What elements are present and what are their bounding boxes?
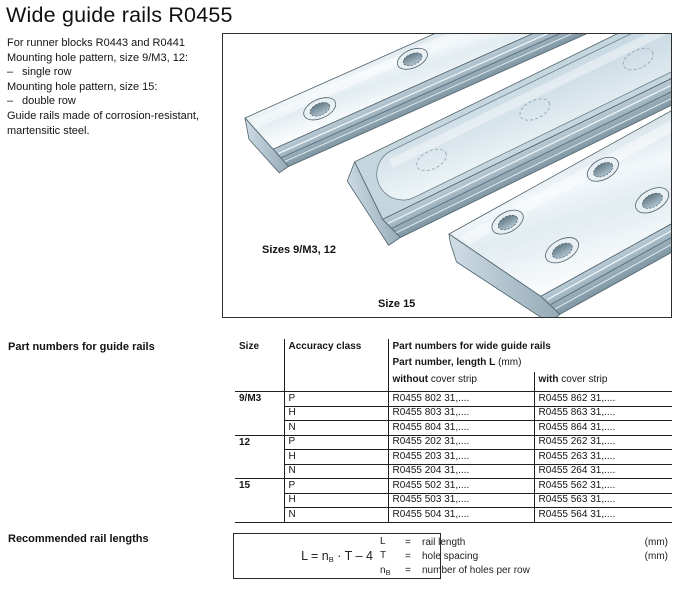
accuracy-cell: H xyxy=(284,450,388,465)
col-header-size: Size xyxy=(239,341,260,352)
part-number-without: R0455 504 31,.... xyxy=(388,508,534,523)
col-header-part-numbers: Part numbers for wide guide rails xyxy=(388,339,672,355)
intro-text xyxy=(7,36,227,138)
header-rest: cover strip xyxy=(428,374,477,385)
table-row xyxy=(235,464,672,479)
table-row xyxy=(235,450,672,465)
figure-label-sizes-9-12: Sizes 9/M3, 12 xyxy=(262,244,336,256)
intro-line-text: For runner blocks R0443 and R0441 xyxy=(7,37,185,49)
part-number-without: R0455 803 31,.... xyxy=(388,406,534,421)
guide-rails-illustration xyxy=(223,34,671,317)
legend-symbol xyxy=(380,536,405,548)
accuracy-cell: H xyxy=(284,493,388,508)
part-number-without: R0455 503 31,.... xyxy=(388,493,534,508)
accuracy-cell: H xyxy=(284,406,388,421)
intro-line xyxy=(7,36,227,51)
table-row xyxy=(235,406,672,421)
part-number-without: R0455 804 31,.... xyxy=(388,421,534,436)
table-row xyxy=(235,435,672,450)
header-unit: (mm) xyxy=(495,357,522,368)
accuracy-cell: N xyxy=(284,508,388,523)
legend-description: rail length xyxy=(422,536,466,548)
bullet-dash: – xyxy=(7,95,14,108)
formula-lead: L = n xyxy=(301,548,329,563)
table-row xyxy=(235,479,672,494)
formula-legend xyxy=(380,535,668,578)
legend-description: number of holes per row xyxy=(422,565,530,577)
col-header-part-number-length xyxy=(388,355,672,372)
legend-description: hole spacing xyxy=(422,550,479,562)
intro-line xyxy=(7,80,227,95)
table-row xyxy=(235,508,672,523)
part-number-with: R0455 562 31,.... xyxy=(534,479,672,494)
page-title: Wide guide rails R0455 xyxy=(6,3,233,27)
part-number-with: R0455 863 31,.... xyxy=(534,406,672,421)
part-number-with: R0455 563 31,.... xyxy=(534,493,672,508)
table-row xyxy=(235,493,672,508)
formula-subscript: B xyxy=(328,554,334,564)
size-cell: 15 xyxy=(235,479,284,523)
legend-unit: (mm) xyxy=(644,536,668,548)
legend-symbol xyxy=(380,550,405,562)
part-number-with: R0455 262 31,.... xyxy=(534,435,672,450)
intro-line-text: single row xyxy=(22,66,72,79)
part-number-without: R0455 204 31,.... xyxy=(388,464,534,479)
intro-line xyxy=(7,124,227,139)
intro-line xyxy=(7,51,227,66)
header-bold: with xyxy=(538,374,559,385)
intro-line xyxy=(7,65,227,80)
part-number-without: R0455 502 31,.... xyxy=(388,479,534,494)
accuracy-cell: P xyxy=(284,392,388,407)
part-number-without: R0455 802 31,.... xyxy=(388,392,534,407)
equals-sign: = xyxy=(405,565,411,577)
part-number-without: R0455 203 31,.... xyxy=(388,450,534,465)
part-number-without: R0455 202 31,.... xyxy=(388,435,534,450)
header-rest: cover strip xyxy=(558,374,608,385)
section-heading-part-numbers: Part numbers for guide rails xyxy=(8,341,155,353)
col-header-without-cover-strip xyxy=(388,372,534,392)
table-row xyxy=(235,421,672,436)
part-number-with: R0455 263 31,.... xyxy=(534,450,672,465)
size-cell: 12 xyxy=(235,435,284,479)
legend-row xyxy=(380,549,668,563)
legend-symbol xyxy=(380,565,405,577)
accuracy-cell: P xyxy=(284,435,388,450)
part-number-with: R0455 864 31,.... xyxy=(534,421,672,436)
legend-row xyxy=(380,564,668,578)
symbol-sub: B xyxy=(385,567,391,577)
col-header-with-cover-strip xyxy=(534,372,672,392)
intro-line-text: double row xyxy=(22,95,76,108)
formula-text xyxy=(301,549,373,564)
table-header-row xyxy=(235,339,672,355)
intro-line-text: Mounting hole pattern, size 15: xyxy=(7,80,158,93)
accuracy-cell: P xyxy=(284,479,388,494)
part-number-with: R0455 564 31,.... xyxy=(534,508,672,523)
equals-sign: = xyxy=(405,536,411,548)
symbol: n xyxy=(380,564,386,576)
bullet-dash: – xyxy=(7,66,14,79)
header-bold: without xyxy=(392,374,429,385)
legend-row xyxy=(380,535,668,549)
section-heading-recommended-lengths: Recommended rail lengths xyxy=(8,533,149,545)
intro-line xyxy=(7,109,227,124)
formula-tail: · T – 4 xyxy=(333,548,373,563)
accuracy-cell: N xyxy=(284,464,388,479)
symbol: T xyxy=(380,550,387,562)
accuracy-cell: N xyxy=(284,421,388,436)
part-number-with: R0455 264 31,.... xyxy=(534,464,672,479)
col-header-accuracy-class: Accuracy class xyxy=(284,339,388,392)
part-number-with: R0455 862 31,.... xyxy=(534,392,672,407)
intro-line-text: martensitic steel. xyxy=(7,124,90,137)
header-bold: Part number, length L xyxy=(392,357,496,368)
figure-label-size-15: Size 15 xyxy=(378,298,416,310)
intro-line-text: Mounting hole pattern, size 9/M3, 12: xyxy=(7,51,188,64)
part-numbers-table xyxy=(235,339,672,523)
equals-sign: = xyxy=(405,550,411,562)
symbol: L xyxy=(380,536,386,548)
size-cell: 9/M3 xyxy=(235,392,284,436)
legend-unit: (mm) xyxy=(644,550,668,562)
intro-line xyxy=(7,94,227,109)
intro-line-text: Guide rails made of corrosion-resistant, xyxy=(7,109,199,122)
table-row xyxy=(235,392,672,407)
guide-rails-figure xyxy=(222,33,672,318)
